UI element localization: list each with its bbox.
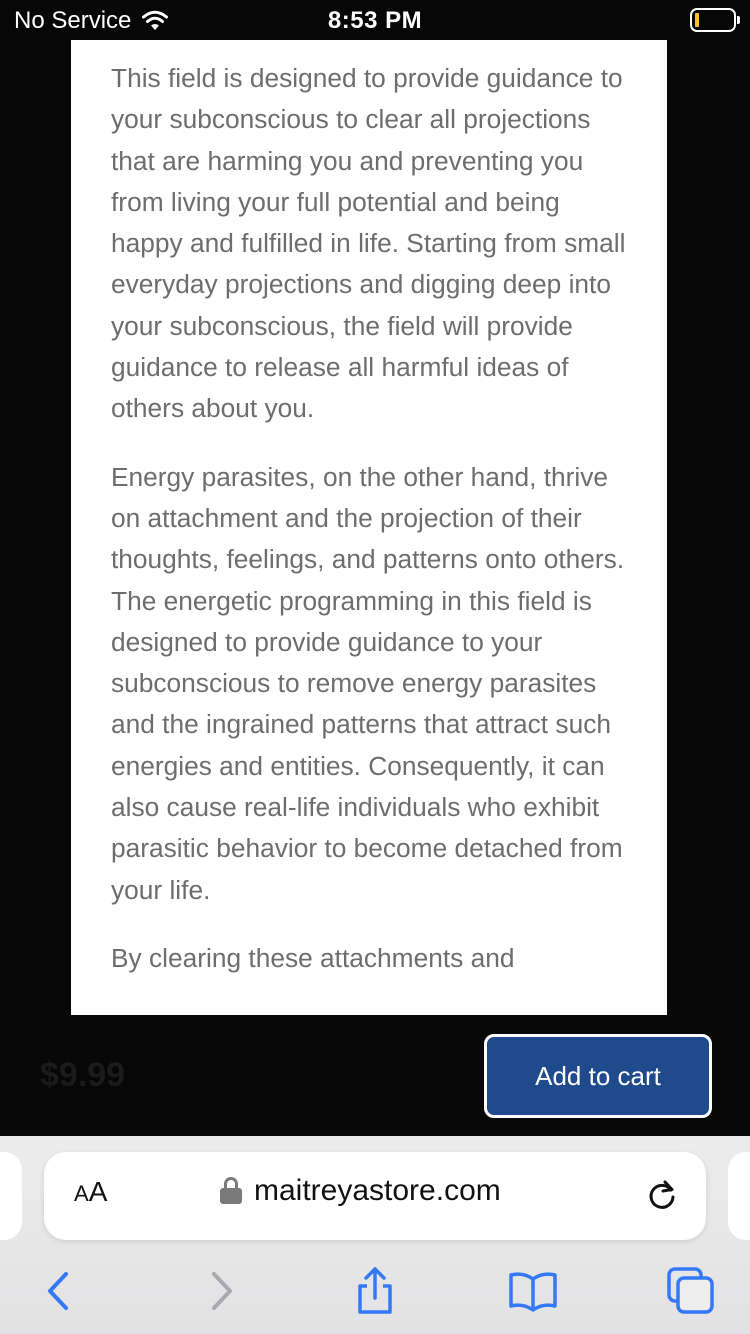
tabs-icon[interactable] (666, 1266, 716, 1316)
back-icon[interactable] (34, 1266, 84, 1316)
aa-small-label: A (74, 1181, 89, 1206)
url-display[interactable] (220, 1174, 501, 1208)
description-paragraph: By clearing these attachments and (111, 942, 515, 973)
product-price: $9.99 (40, 1056, 126, 1094)
battery-icon (690, 8, 736, 32)
next-tab-preview[interactable] (728, 1152, 750, 1240)
share-icon[interactable] (350, 1266, 400, 1316)
add-to-cart-button[interactable]: Add to cart (484, 1034, 712, 1118)
status-time: 8:53 PM (327, 7, 423, 34)
previous-tab-preview[interactable] (0, 1152, 22, 1240)
forward-icon[interactable] (196, 1266, 246, 1316)
browser-nav-row (0, 1260, 750, 1330)
lock-icon (220, 1177, 242, 1205)
browser-toolbar (0, 1136, 750, 1334)
page-settings-button[interactable] (74, 1176, 107, 1208)
bookmarks-icon[interactable] (508, 1266, 558, 1316)
address-bar[interactable] (44, 1152, 706, 1240)
reload-icon[interactable] (644, 1178, 680, 1214)
description-text (111, 58, 631, 1006)
description-paragraph: Energy parasites, on the other hand, thrive on attachment and the projection of their thoughts, feelings, and patterns onto others. The energetic programming in this field is designed to provide guidance to your subconscious to remove energy parasites and the ingrained patterns that attract such energies and entities. Consequently, it can also cause real-life individuals who exhibit parasitic behavior to become detached from your life. (111, 461, 625, 905)
product-description-modal[interactable] (71, 40, 667, 1015)
carrier-label: No Service (14, 7, 132, 34)
description-paragraph: This field is designed to provide guidance to your subconscious to clear all projections that are harming you and preventing you from living your full potential and being happy and fulfilled in life. Starting from small everyday projections and digging deep into your subconscious, the field will provide guidance to release all harmful ideas of others about you. (111, 63, 626, 424)
aa-big-label: A (88, 1176, 108, 1207)
url-text: maitreyastore.com (254, 1174, 501, 1207)
status-bar (0, 0, 750, 40)
